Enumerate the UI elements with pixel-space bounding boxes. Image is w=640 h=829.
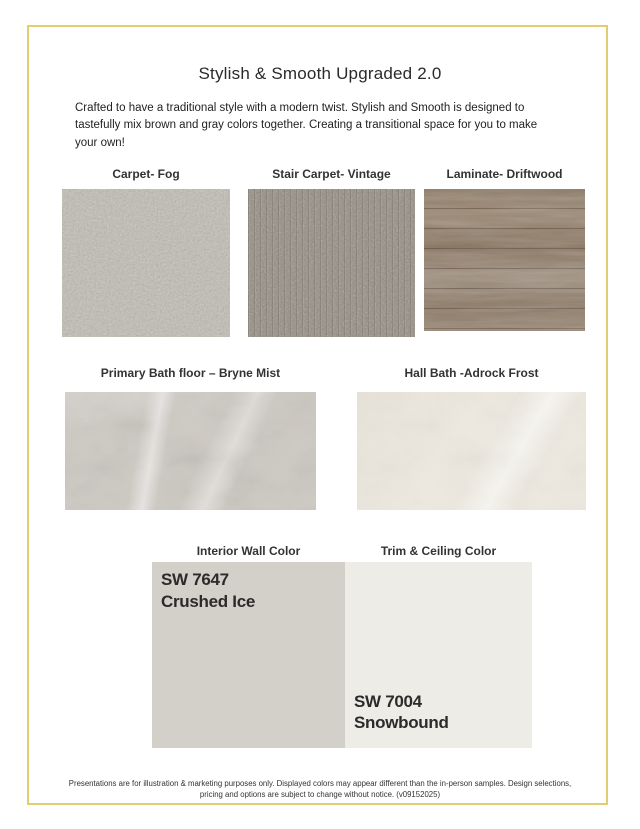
label-trim-ceiling-color: Trim & Ceiling Color (380, 544, 497, 558)
swatch-carpet-fog (62, 189, 230, 337)
label-laminate-driftwood: Laminate- Driftwood (446, 167, 563, 181)
label-hall-bath: Hall Bath -Adrock Frost (404, 366, 539, 380)
adrock-frost-veins (357, 392, 586, 510)
paint-code: SW 7647 (161, 570, 229, 589)
paint-name: Snowbound (354, 713, 449, 733)
wood-grain-texture (424, 189, 585, 331)
swatch-bryne-mist (65, 392, 316, 510)
crushed-ice-text (161, 569, 255, 613)
footer-disclaimer (0, 779, 640, 800)
swatch-laminate-driftwood (424, 189, 585, 331)
footer-disclaimer-text: Presentations are for illustration & marketing purposes only. Displayed colors may appear different than the in-person samples. Design selections, pricing and options are subject to change without notice. (v09152025) (68, 779, 572, 799)
swatch-stair-carpet-vintage (248, 189, 415, 337)
paint-name: Crushed Ice (161, 591, 256, 611)
paint-code: SW 7004 (354, 691, 422, 711)
stair-carpet-rib-pattern (248, 189, 415, 337)
swatch-adrock-frost (357, 392, 586, 510)
paint-chip-crushed-ice (152, 562, 345, 748)
page-title: Stylish & Smooth Upgraded 2.0 (198, 64, 442, 83)
intro-paragraph: Crafted to have a traditional style with a modern twist. Stylish and Smooth is designed to tastefully mix brown and gray colors together. Creating a transitional space for you to make your own! (75, 102, 538, 149)
label-interior-wall-color: Interior Wall Color (196, 544, 301, 558)
snowbound-text (354, 691, 449, 735)
paint-chip-snowbound (345, 562, 532, 748)
label-carpet-fog: Carpet- Fog (112, 167, 180, 181)
bryne-mist-veins (65, 392, 316, 510)
label-primary-bath-floor: Primary Bath floor – Bryne Mist (100, 366, 281, 380)
carpet-fog-texture (62, 189, 230, 337)
label-stair-carpet-vintage: Stair Carpet- Vintage (272, 167, 391, 181)
